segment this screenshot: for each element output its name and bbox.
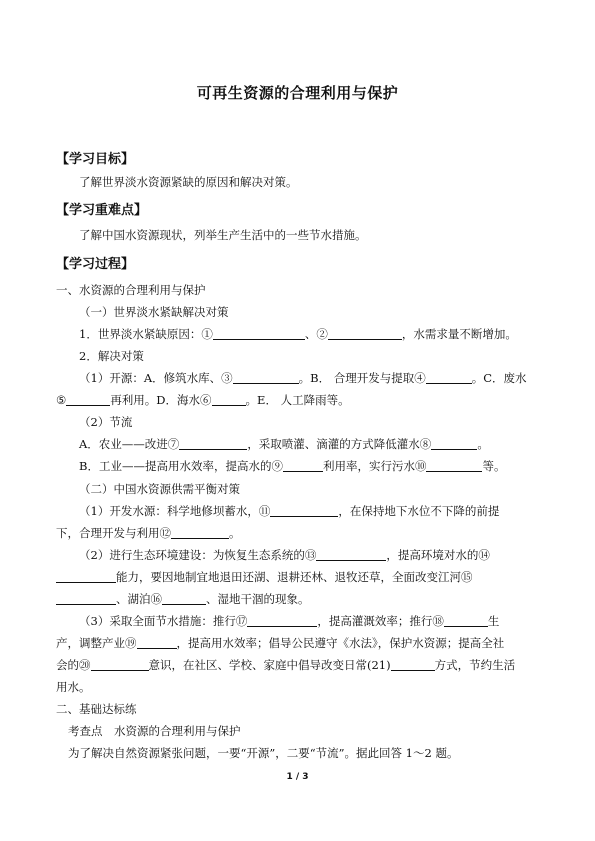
- section-2-title: 二、基础达标练: [56, 702, 137, 716]
- question-line-9: 下，合理开发与利用⑫ 。: [56, 526, 241, 540]
- subsection-2-title: （二）中国水资源供需平衡对策: [79, 482, 240, 496]
- question-line-12: 、湖泊⑯ 、湿地干涸的现象。: [56, 591, 546, 607]
- question-line-10: （2）进行生态环境建设：为恢复生态系统的⑬ ，提高环境对水的⑭: [79, 548, 490, 562]
- question-line-13: （3）采取全面节水措施：推行⑰ ，提高灌溉效率；推行⑱ 生: [79, 614, 500, 628]
- goal-text: 了解世界淡水资源紧缺的原因和解决对策。: [79, 175, 298, 189]
- question-line-15: 会的⑳ 意识，在社区、学校、家庭中倡导改变日常(21) 方式，节约生活: [56, 658, 516, 672]
- question-line-5: （2）节流: [79, 415, 133, 429]
- intro-line: 为了解决自然资源紧张问题，一要“开源”，二要“节流”。据此回答 1～2 题。: [68, 746, 459, 760]
- page-number: 1 / 3: [286, 772, 309, 782]
- question-line-14: 产，调整产业⑲ ，提高用水效率；倡导公民遵守《水法》，保护水资源；提高全社: [56, 636, 505, 650]
- question-line-7: B．工业——提高用水效率，提高水的⑨ 利用率，实行污水⑩ 等。: [79, 459, 506, 473]
- subsection-1-title: （一）世界淡水紧缺解决对策: [79, 305, 229, 319]
- question-line-2: 2．解决对策: [79, 349, 144, 363]
- question-line-16: 用水。: [56, 680, 91, 694]
- heading-process: 【学习过程】: [56, 257, 135, 272]
- question-line-1: 1．世界淡水紧缺原因：① 、② ，水需求量不断增加。: [79, 327, 517, 341]
- section-1-title: 一、水资源的合理利用与保护: [56, 283, 206, 297]
- question-line-3: （1）开源：A．修筑水库、③ 。B． 合理开发与提取④ 。C．废水: [79, 371, 527, 385]
- question-line-8: （1）开发水源：科学地修坝蓄水，⑪ ，在保持地下水位不下降的前提: [79, 504, 500, 518]
- key-text: 了解中国水资源现状，列举生产生活中的一些节水措施。: [79, 228, 367, 242]
- question-line-11: 能力，要因地制宜地退田还湖、退耕还林、退牧还草，全面改变江河⑮: [56, 569, 546, 585]
- document-title: 可再生资源的合理利用与保护: [196, 84, 399, 102]
- heading-goal: 【学习目标】: [56, 152, 135, 167]
- heading-key: 【学习重难点】: [56, 203, 148, 218]
- question-line-4: ⑤ 再利用。D．海水⑥ 。E． 人工降雨等。: [56, 393, 350, 407]
- topic-line: 考查点 水资源的合理利用与保护: [68, 724, 241, 738]
- question-line-6: A．农业——改进⑦ ，采取喷灌、滴灌的方式降低灌水⑧ 。: [79, 437, 489, 451]
